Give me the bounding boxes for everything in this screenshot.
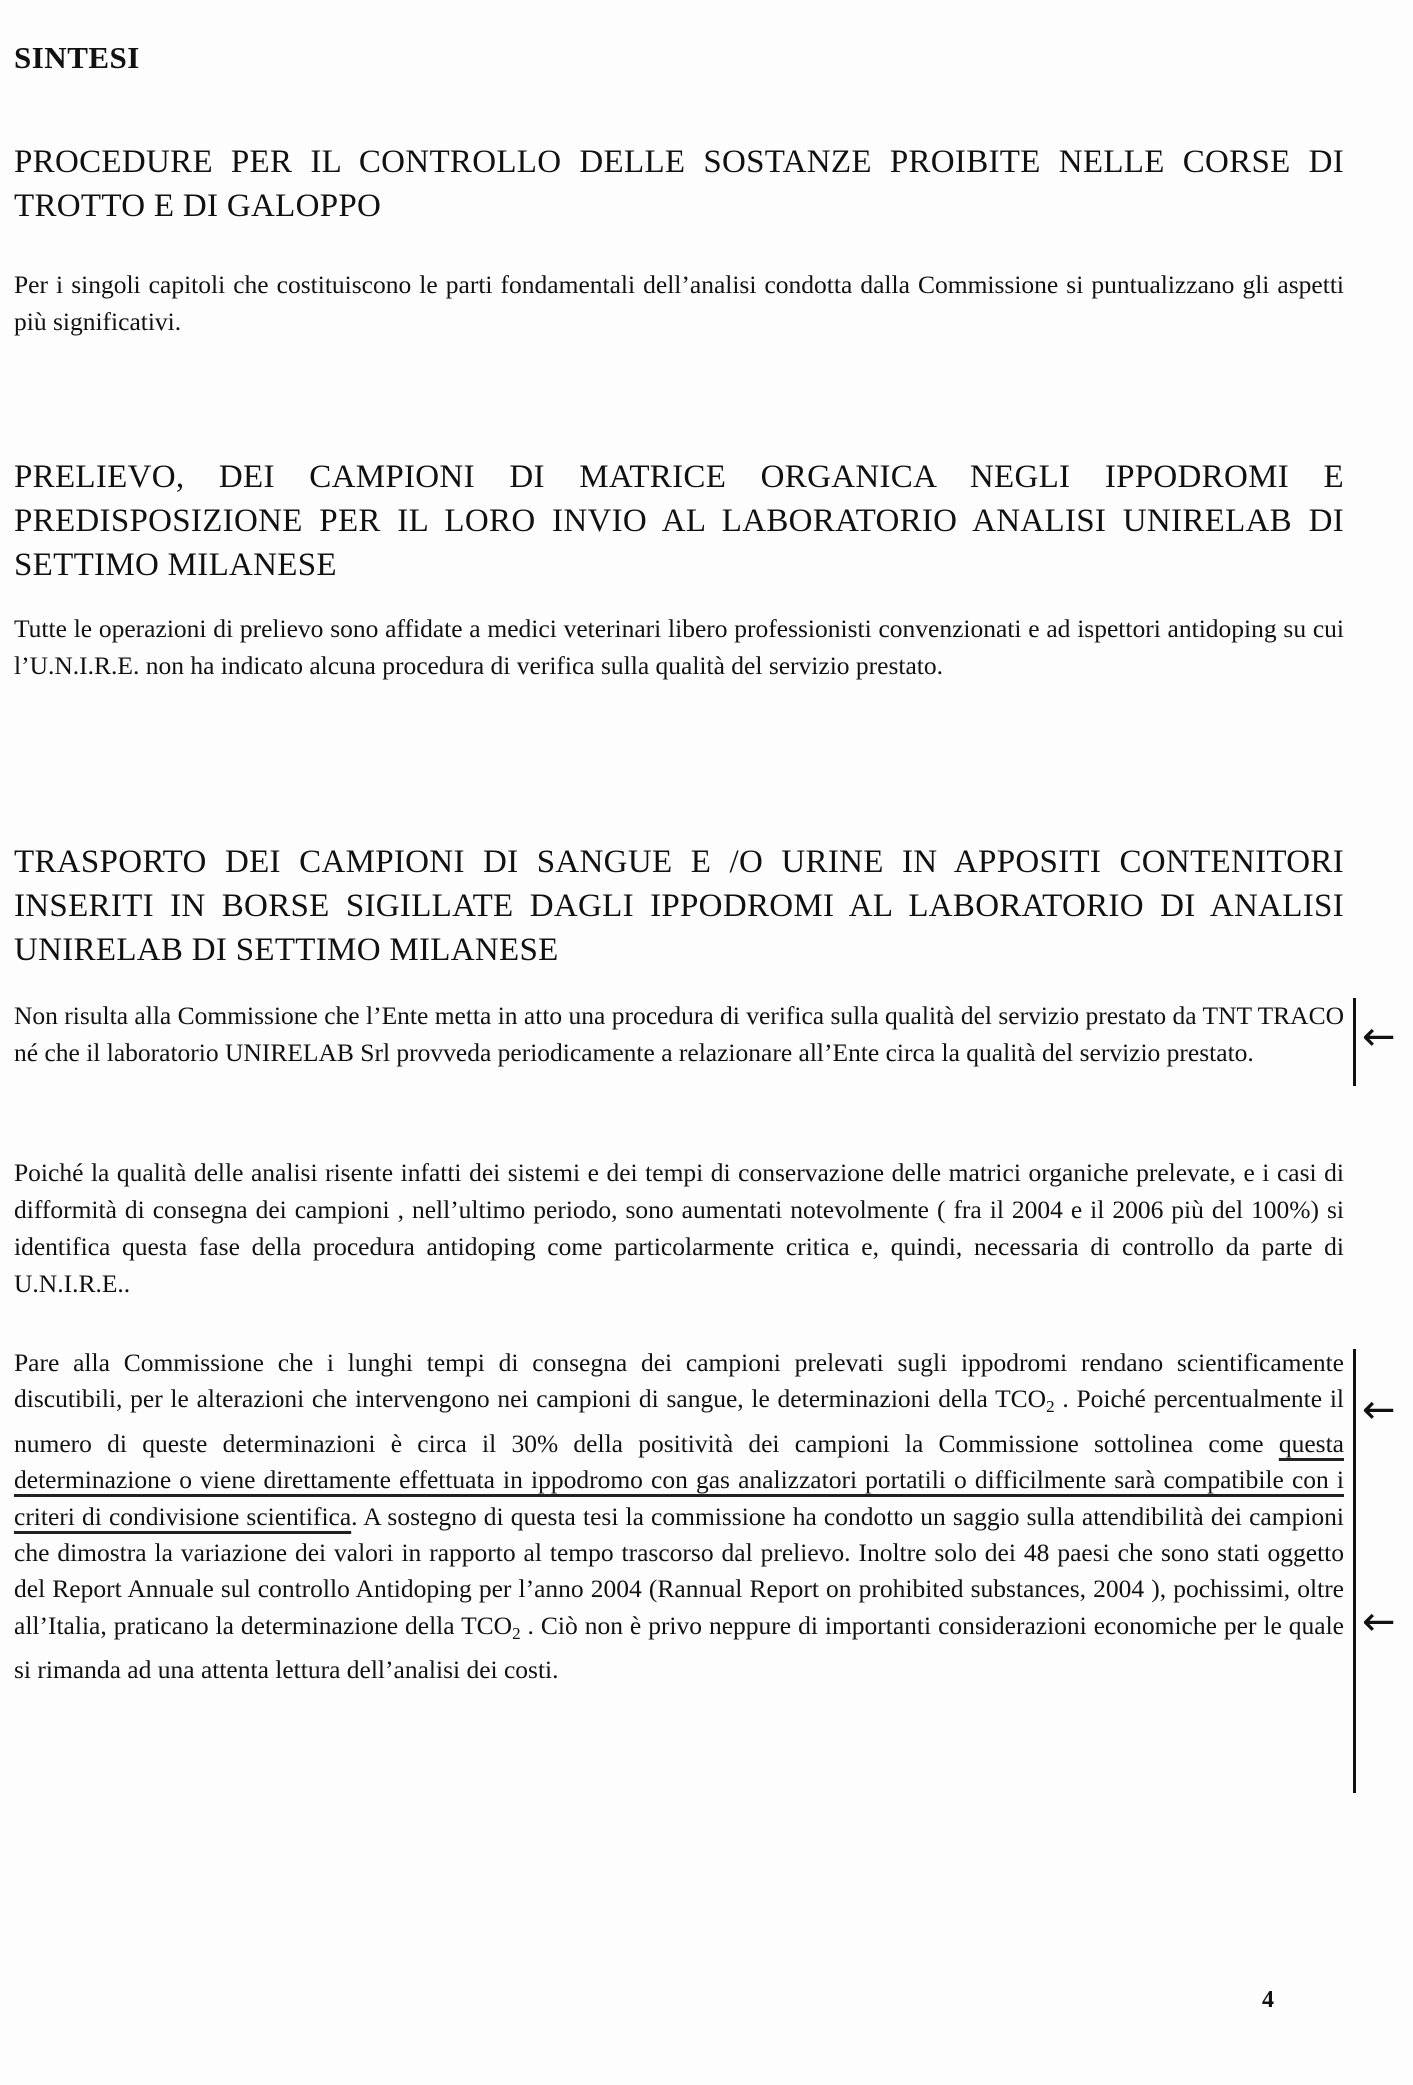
- main-heading: PROCEDURE PER IL CONTROLLO DELLE SOSTANZE PROIBITE NELLE CORSE DI TROTTO E DI GALOPPO: [14, 144, 1344, 224]
- margin-bar: [1353, 1349, 1356, 1793]
- paragraph-text: . Ciò non è privo neppure di importanti considerazioni economiche per le quale si rimanda ad una attenta lettura dell’analisi dei costi.: [14, 1610, 1344, 1685]
- paragraph-text: . A sostegno di questa tesi la commissione ha condotto un saggio sulla attendibilità dei campioni che dimostra la variazione dei valori in rapporto al tempo trascorso dal prelievo. Inoltre solo dei 48 paesi che sono stati oggetto del Report Annuale sul controllo Antidoping per l’anno 2004 (Rannual Report on prohibited substances, 2004 ), pochissimi, oltre all’Italia, praticano la determinazione della TCO: [14, 1501, 1344, 1640]
- margin-bar: [1353, 998, 1356, 1086]
- subscript: 2: [1046, 1397, 1055, 1417]
- page-number: 4: [1262, 1987, 1274, 2013]
- section-paragraph-trasporto-2: Poiché la qualità delle analisi risente infatti dei sistemi e dei tempi di conservazione delle matrici organiche prelevate, e i casi di difformità di consegna dei campioni , nell’ultimo periodo, sono aumentati notevolmente ( fra il 2004 e il 2006 più del 100%) si identifica questa fase della procedura antidoping come particolarmente critica e, quindi, necessaria di controllo da parte di U.N.I.R.E..: [14, 1158, 1344, 1298]
- section-paragraph-trasporto-3: [14, 1345, 1344, 1689]
- margin-arrow-icon: ←: [1362, 1599, 1396, 1645]
- section-heading-trasporto: TRASPORTO DEI CAMPIONI DI SANGUE E /O URINE IN APPOSITI CONTENITORI INSERITI IN BORSE SIGILLATE DAGLI IPPODROMI AL LABORATORIO DI ANALISI UNIRELAB DI SETTIMO MILANESE: [14, 844, 1344, 968]
- margin-arrow-icon: ←: [1362, 1387, 1396, 1433]
- section-paragraph-trasporto-1: Non risulta alla Commissione che l’Ente metta in atto una procedura di verifica sulla qualità del servizio prestato da TNT TRACO né che il laboratorio UNIRELAB Srl provveda periodicamente a relazionare all’Ente circa la qualità del servizio prestato.: [14, 1001, 1344, 1067]
- paragraph-text: Pare alla Commissione che i lunghi tempi di consegna dei campioni prelevati sugli ippodromi rendano scientificamente discutibili, per le alterazioni che intervengono nei campioni di sangue, le determinazioni della TCO: [14, 1348, 1344, 1414]
- handwritten-underline-text: questa determinazione o viene direttamente effettuata in ippodromo con gas analizzatori portatili o difficilmente sarà compatibile con i criteri di condivisione scientifica: [14, 1428, 1344, 1531]
- document-title: SINTESI: [14, 40, 140, 75]
- intro-paragraph: Per i singoli capitoli che costituiscono le parti fondamentali dell’analisi condotta dalla Commissione si puntualizzano gli aspetti più significativi.: [14, 270, 1344, 336]
- margin-arrow-icon: ←: [1362, 1014, 1396, 1060]
- paragraph-text: . Poiché percentualmente il numero di queste determinazioni è circa il 30% della positività dei campioni la Commissione sottolinea come: [14, 1384, 1344, 1458]
- subscript: 2: [512, 1623, 521, 1643]
- section-heading-prelievo: PRELIEVO, DEI CAMPIONI DI MATRICE ORGANICA NEGLI IPPODROMI E PREDISPOSIZIONE PER IL LORO INVIO AL LABORATORIO ANALISI UNIRELAB DI SETTIMO MILANESE: [14, 459, 1344, 583]
- section-paragraph-prelievo: Tutte le operazioni di prelievo sono affidate a medici veterinari libero professionisti convenzionati e ad ispettori antidoping su cui l’U.N.I.R.E. non ha indicato alcuna procedura di verifica sulla qualità del servizio prestato.: [14, 614, 1344, 680]
